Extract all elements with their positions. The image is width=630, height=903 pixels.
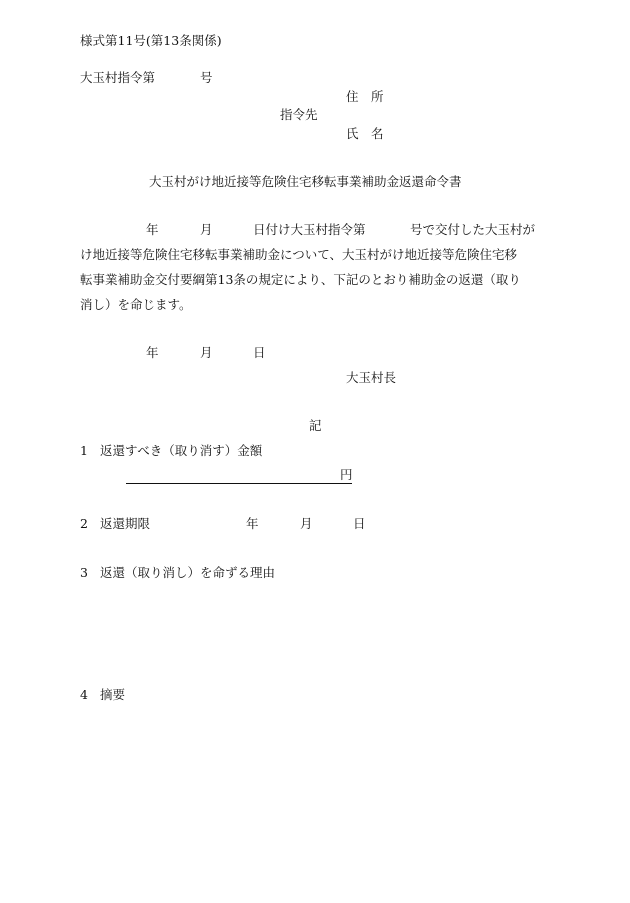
- item-2-label: 返還期限: [100, 516, 151, 531]
- deadline-month-label: 月: [300, 516, 313, 531]
- issue-month-label: 月: [200, 345, 213, 360]
- recipient-target-label: 指令先: [280, 107, 318, 122]
- address-label: 住 所: [346, 89, 384, 104]
- deadline-day-label: 日: [353, 516, 366, 531]
- body-month-label: 月: [200, 222, 213, 237]
- body-day-text: 日付け大玉村指令第: [253, 222, 366, 237]
- document-title: 大玉村がけ地近接等危険住宅移転事業補助金返還命令書: [149, 174, 462, 189]
- name-label: 氏 名: [346, 126, 384, 141]
- order-number-prefix: 大玉村指令第: [80, 70, 156, 85]
- body-line2: け地近接等危険住宅移転事業補助金について、大玉村がけ地近接等危険住宅移: [80, 247, 518, 262]
- item-1-label: 返還すべき（取り消す）金額: [100, 443, 263, 458]
- item-4-number: 4: [80, 687, 88, 702]
- body-year-label: 年: [146, 222, 159, 237]
- body-line3: 転事業補助金交付要綱第13条の規定により、下記のとおり補助金の返還（取り: [80, 272, 521, 287]
- amount-unit: 円: [340, 467, 353, 482]
- item-2-number: 2: [80, 516, 88, 531]
- form-number: 様式第11号(第13条関係): [80, 33, 222, 48]
- order-number-suffix: 号: [200, 70, 213, 85]
- issue-year-label: 年: [146, 345, 159, 360]
- issue-day-label: 日: [253, 345, 266, 360]
- amount-underline: [126, 483, 352, 484]
- item-1-number: 1: [80, 443, 88, 458]
- ki-heading: 記: [309, 418, 322, 433]
- item-3-label: 返還（取り消し）を命ずる理由: [100, 565, 276, 580]
- body-line1-rest: 号で交付した大玉村が: [410, 222, 536, 237]
- item-4-label: 摘要: [100, 687, 126, 702]
- issuer: 大玉村長: [346, 370, 397, 385]
- deadline-year-label: 年: [246, 516, 259, 531]
- body-line4: 消し）を命じます。: [80, 297, 192, 312]
- item-3-number: 3: [80, 565, 88, 580]
